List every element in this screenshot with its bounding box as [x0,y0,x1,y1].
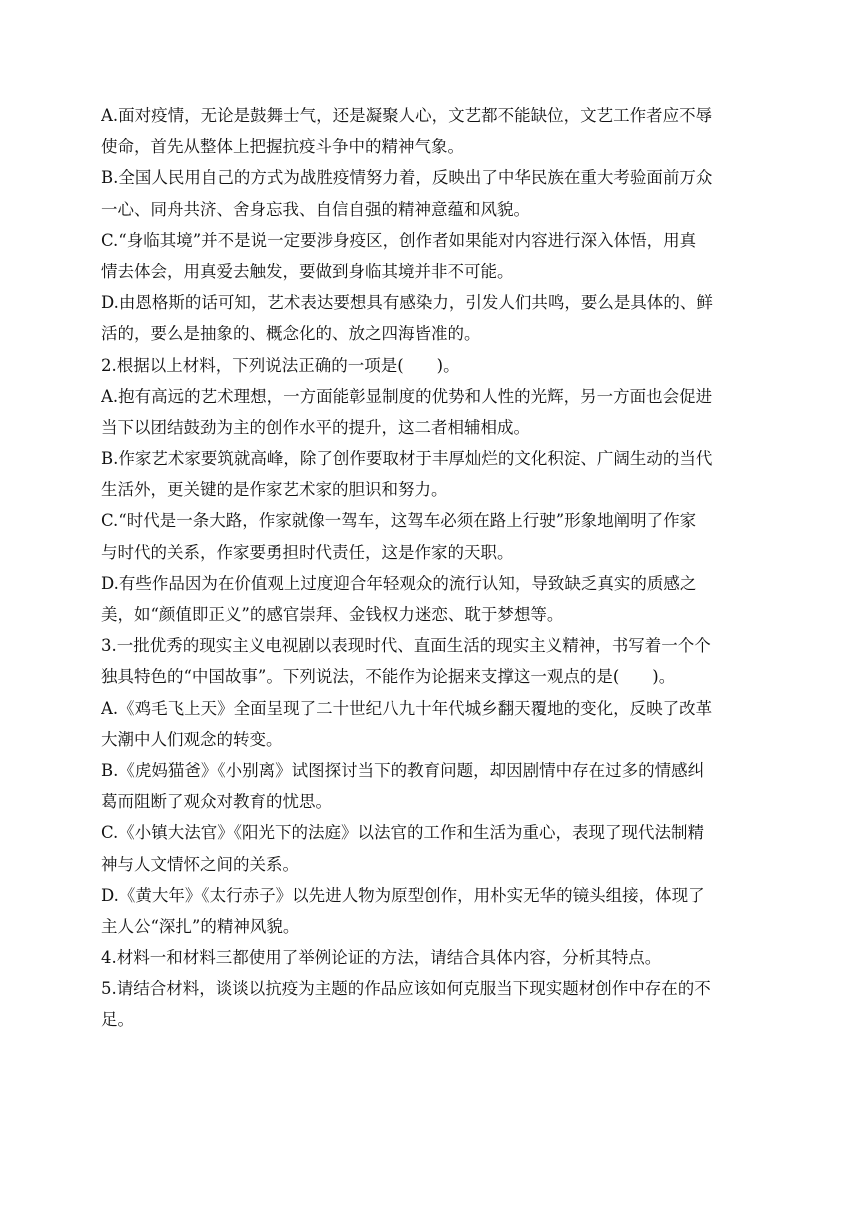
text-line: 当下以团结鼓劲为主的创作水平的提升，这二者相辅相成。 [101,417,530,437]
text-line: A.《鸡毛飞上天》全面呈现了二十世纪八九十年代城乡翻天覆地的变化，反映了改革 [101,698,713,718]
text-line: 大潮中人们观念的转变。 [101,729,283,749]
text-line: 生活外，更关键的是作家艺术家的胆识和努力。 [101,480,448,500]
text-line: B.《虎妈猫爸》《小别离》试图探讨当下的教育问题，却因剧情中存在过多的情感纠 [101,760,705,780]
text-line: C.《小镇大法官》《阳光下的法庭》以法官的工作和生活为重心，表现了现代法制精 [101,823,705,843]
text-line: D.有些作品因为在价值观上过度迎合年轻观众的流行认知，导致缺乏真实的质感之 [101,573,697,593]
text-line: A.面对疫情，无论是鼓舞士气，还是凝聚人心，文艺都不能缺位，文艺工作者应不辱 [101,106,713,125]
text-line: C.“身临其境”并不是说一定要涉身疫区，创作者如果能对内容进行深入体悟，用真 [101,230,697,250]
text-line: A.抱有高远的艺术理想，一方面能彰显制度的优势和人性的光辉，另一方面也会促进 [101,386,713,406]
text-line: 与时代的关系，作家要勇担时代责任，这是作家的天职。 [101,542,514,562]
question-2-stem: 2.根据以上材料，下列说法正确的一项是( )。 [101,355,460,375]
question-4-stem: 4.材料一和材料三都使用了举例论证的方法，请结合具体内容，分析其特点。 [101,948,662,968]
text-line: B.全国人民用自己的方式为战胜疫情努力着，反映出了中华民族在重大考验面前万众 [101,168,713,188]
text-line: 情去体会，用真爱去触发，要做到身临其境并非不可能。 [101,261,514,281]
text-line: 活的，要么是抽象的、概念化的、放之四海皆准的。 [101,324,481,344]
text-line: 独具特色的“中国故事”。下列说法，不能作为论据来支撑这一观点的是( )。 [101,667,676,687]
text-line: 主人公“深扎”的精神风貌。 [101,916,300,936]
text-line: 使命，首先从整体上把握抗疫斗争中的精神气象。 [101,137,464,157]
question-5-stem: 5.请结合材料，谈谈以抗疫为主题的作品应该如何克服当下现实题材创作中存在的不 [101,979,711,999]
text-line: 美，如“颜值即正义”的感官崇拜、金钱权力迷恋、耽于梦想等。 [101,605,564,624]
document-body [101,100,761,1036]
text-line: 神与人文情怀之间的关系。 [101,854,299,874]
text-line: C.“时代是一条大路，作家就像一驾车，这驾车必须在路上行驶”形象地阐明了作家 [101,511,697,531]
text-line: D.《黄大年》《太行赤子》以先进人物为原型创作，用朴实无华的镜头组接，体现了 [101,885,705,905]
text-line: 葛而阻断了观众对教育的忧思。 [101,792,332,812]
question-3-stem: 3.一批优秀的现实主义电视剧以表现时代、直面生活的现实主义精神，书写着一个个 [101,636,711,656]
text-line: B.作家艺术家要筑就高峰，除了创作要取材于丰厚灿烂的文化积淀、广阔生动的当代 [101,449,713,469]
text-line: 足。 [101,1010,134,1030]
text-line: 一心、同舟共济、舍身忘我、自信自强的精神意蕴和风貌。 [101,199,530,219]
text-line: D.由恩格斯的话可知，艺术表达要想具有感染力，引发人们共鸣，要么是具体的、鲜 [101,293,713,313]
